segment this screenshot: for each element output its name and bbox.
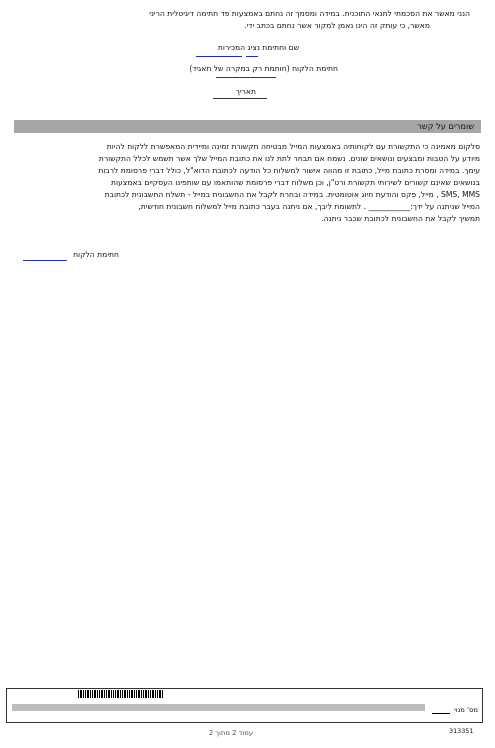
footer-strip bbox=[12, 704, 425, 711]
date-label: תאריך bbox=[235, 87, 256, 96]
keep-in-touch-paragraph bbox=[14, 141, 480, 225]
intro-paragraph bbox=[20, 8, 470, 32]
intro-line-1: הנני מאשר את הסכמתי לתנאי התוכנית. במידה ומסמך זה נחתם באמצעות פד חתימה דיגיטלית הריני bbox=[149, 9, 470, 18]
dealer-field bbox=[430, 706, 478, 714]
form-code: 313351 bbox=[449, 727, 474, 735]
email-field-line[interactable]: המייל שניתנה על ידך:___________ . לתשומת ליבך, אם ניתנה בעבר כתובת מייל למשלוח חשבונית חודשית, bbox=[138, 202, 480, 211]
customer-signature-label: חתימת הלקוח (חותמת רק במקרה של תאגיד) bbox=[189, 64, 338, 73]
customer-sign-row bbox=[15, 249, 119, 261]
customer-sign-label: חתימת הלקוח bbox=[73, 250, 119, 259]
customer-sign-line[interactable] bbox=[23, 260, 67, 261]
keep-in-touch-title-bar bbox=[14, 120, 481, 133]
intro-line-2: מאשר, כי עותק זה הינו נאמן למקור אשר נחתם בכתב ידי. bbox=[244, 21, 430, 30]
paragraph-line: מיודע על הטבות ומבצעים ונושאים שונים. נשמח אם תבחר לתת לנו את כתובת המייל שלך אשר תשמש לכלל התקשורת bbox=[98, 154, 480, 163]
barcode-icon bbox=[78, 690, 164, 698]
rep-signature-label: שם וחתימת נציג המכירות bbox=[217, 43, 299, 52]
dealer-line[interactable] bbox=[432, 713, 450, 714]
section-title: שומרים על קשר bbox=[417, 121, 474, 131]
page-number: עמוד 2 מתוך 2 bbox=[208, 729, 254, 737]
paragraph-line: SMS, MMS , מייל, פקס והודעת חיוג אוטומטית. במידה ובחרת לקבל את החשבונית במייל - תשלח החשבונית לכתובת bbox=[104, 190, 480, 199]
paragraph-line: סלקום מאמינה כי התקשורת עם לקוחותיה באמצעות המייל מבטיחה תקשורת זמינה ומיידית המאפשרת ללקוח להיות bbox=[106, 142, 480, 151]
paragraph-line: תמשיך לקבל את החשבונית לכתובת שכבר ניתנה. bbox=[321, 214, 480, 223]
paragraph-line: בנושאים שאינם קשורים לשירותי תקשורת ורט"ן, וכן משלוח דברי פרסומת שהותאמו עם שותפינו העסקיים באמצעות bbox=[110, 178, 480, 187]
dealer-label: מס' מנוי bbox=[454, 706, 478, 714]
paragraph-line: עימך. במידה ומסרת כתובת מייל, כתובת זו מהווה אישור למשלוח כל הודעה לכתובת הדוא"ל, כולל דברי פרסומת לרבות bbox=[98, 166, 480, 175]
